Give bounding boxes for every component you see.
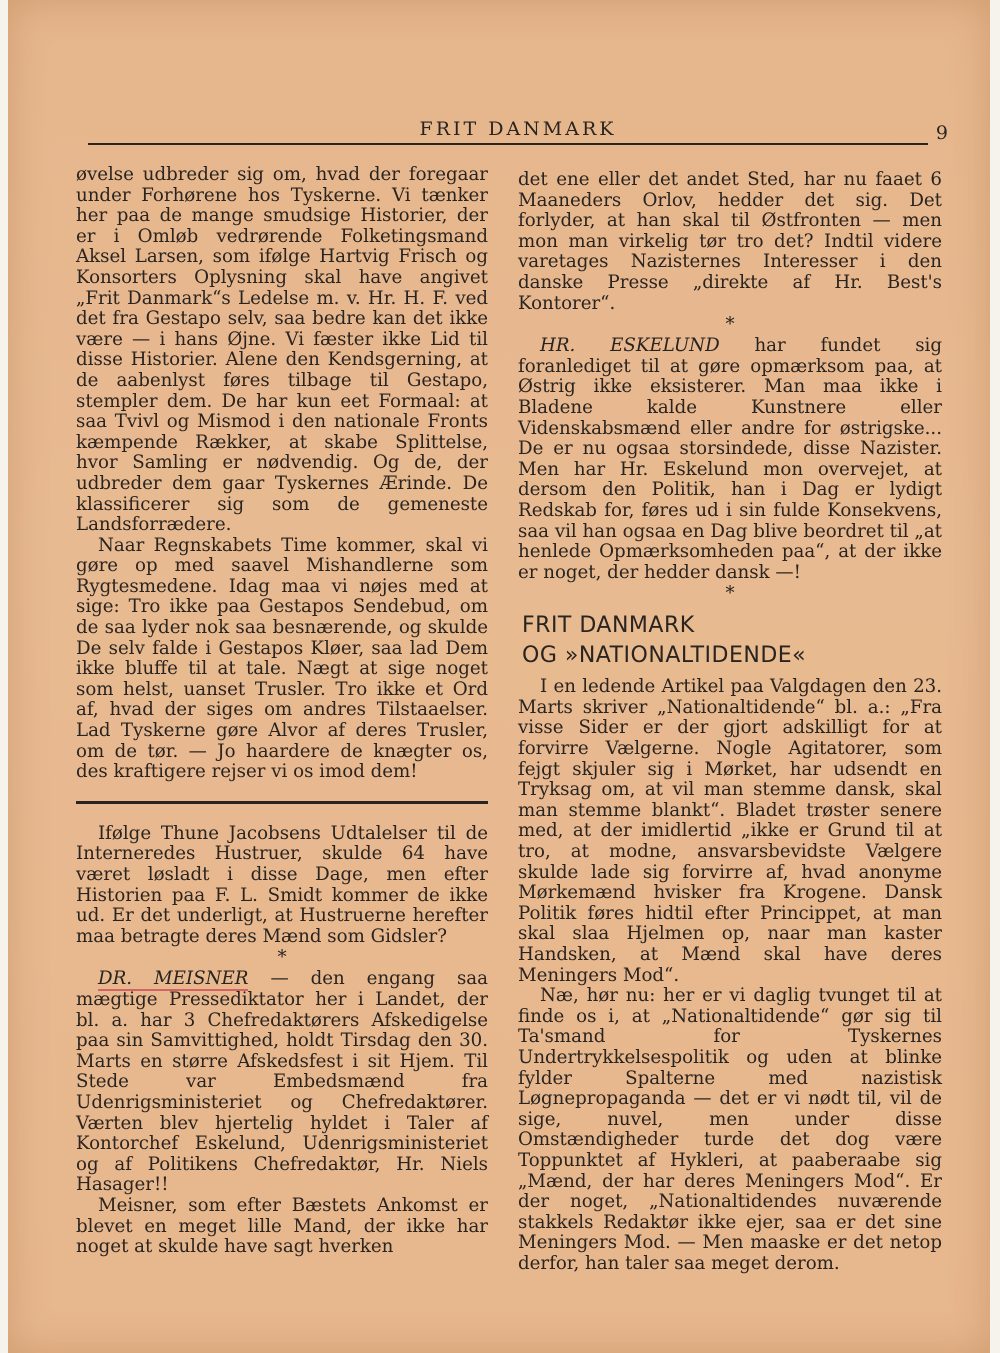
section-separator-star: *: [277, 947, 287, 969]
paragraph-internees-wives: Ifølge Thune Jacobsens Udtalelser til de Interneredes Hustruer, skulde 64 have været løsladt i disse Dage, men efter Historien paa F. L. Smidt kommer de ikke ud. Er det underligt, at Hustruerne herefter maa betragte deres Mænd som Gidsler?: [76, 822, 488, 947]
paragraph-gestapo-rumors: øvelse udbreder sig om, hvad der foregaar under Forhørene hos Tyskerne. Vi tænker her paa de mange smudsige Historier, der er i Omløb vedrørende Folketingsmand Aksel Larsen, som ifølge Hartvig Frisch og Konsorters Oplysning skal have angivet „Frit Danmark“s Ledelse m. v. Hr. H. F. ved det fra Gestapo selv, saa bedre kan det ikke være — i hans Øjne. Vi fæster ikke Lid til disse Historier. Alene den Kendsgerning, at de aabenlyst føres tilbage til Gestapo, stempler dem. De har kun eet Formaal: at saa Tvivl og Mismod i den nationale Fronts kæmpende Rækker, at skabe Splittelse, hvor Samling er nødvendig. Og de, der udbreder dem gaar Tyskernes Ærinde. De klassificerer sig som de gemeneste Landsforrædere.: [76, 164, 488, 536]
paragraph-response: Næ, hør nu: her er vi daglig tvunget til at finde os i, at „Nationaltidende“ gør sig til Ta'smand for Tyskernes Undertrykkelsespolitik og uden at blinke fylder Spalterne med nazistisk Løgnepropaganda — det er vi nødt til, vil de sige, nuvel, men under disse Omstændigheder turde det dog være Toppunktet af Hykleri, at paaberaabe sig „Mænd, der har deres Meningers Mod“. Er der noget, „Nationaltidendes nuværende stakkels Redaktør ikke ejer, saa er det sine Meningers Mod. — Men maaske er det netop derfor, han taler saa meget derom.: [518, 985, 942, 1274]
paragraph-day-of-reckoning: Naar Regnskabets Time kommer, skal vi gøre op med saavel Mishandlerne som Rygtesmedene. Idag maa vi nøjes med at sige: Tro ikke paa Gestapos Sendebud, om de saa lyder nok saa besnærende, og skulde De selv falde i Gestapos Kløer, saa lad Dem ikke bluffe til at tale. Nægt at sige noget som helst, uanset Trusler. Tro ikke et Ord af, hvad der siges om andres Tilstaaelser. Lad Tyskerne gøre Alvor af deres Trusler, om de tør. — Jo haardere de knægter os, des kraftigere rejser vi os imod dem!: [76, 534, 488, 783]
name-dr-meisner: DR. MEISNER: [98, 968, 249, 990]
publication-title: FRIT DANMARK: [419, 118, 617, 140]
heading-line-2: OG »NATIONALTIDENDE«: [522, 643, 807, 669]
section-separator-star: *: [725, 583, 735, 605]
page-number: 9: [935, 122, 948, 144]
section-divider: [76, 801, 488, 804]
paragraph-nationaltidende-quote: I en ledende Artikel paa Valgdagen den 23. Marts skriver „Nationaltidende“ bl. a.: „Fra visse Sider er der gjort adskilligt for at forvirre Vælgerne. Nogle Agitatorer, som fejgt skjuler sig i Mørket, har udsendt en Tryksag om, at vil man stemme dansk, skal man stemme blankt“. Bladet trøster senere med, at der imidlertid „ikke er Grund til at tro, at modne, ansvarsbevidste Vælgere skulde lade sig forvirre af, hvad anonyme Mørkemænd hvisker fra Krogene. Dansk Politik føres hidtil efter Princippet, at man skal slaa Hjelmen op, naar man kaster Handsken, at Mænd skal have deres Meningers Mod“.: [518, 676, 942, 986]
article-heading: [522, 611, 942, 671]
header-rule: [88, 143, 928, 145]
eskelund-text: har fundet sig foranlediget til at gøre opmærksom paa, at Østrig ikke eksisterer. Man maa ikke i Bladene kalde Kunstnere eller Videnskabsmænd eller andre for østrigske... De er nu ogsaa storsindede, disse Nazister. Men har Hr. Eskelund mon overvejet, at dersom den Politik, han i Dag er lydigt Redskab for, føres ud i sin fulde Konsekvens, saa vil han ogsaa en Dag blive beordret til „at henlede Opmærksomheden paa“, at der ikke er noget, der hedder dansk —!: [518, 335, 942, 583]
paragraph-orlov: det ene eller det andet Sted, har nu faaet 6 Maaneders Orlov, hedder det sig. Det forlyder, at han skal til Østfronten — men mon man virkelig tør tro det? Indtil videre varetages Nazisternes Interesser i den danske Presse „direkte af Hr. Best's Kontorer“.: [518, 169, 942, 314]
left-column: [76, 165, 488, 1258]
paragraph-meisner-continued: Meisner, som efter Bæstets Ankomst er blevet en meget lille Mand, der ikke har noget at skulde have sagt hverken: [76, 1194, 488, 1258]
right-column: [518, 170, 942, 1275]
paragraph-hr-eskelund: [518, 336, 942, 583]
newspaper-page: [8, 0, 990, 1353]
name-hr-eskelund: HR. ESKELUND: [540, 335, 720, 357]
section-separator-star: *: [725, 314, 735, 336]
page-header: [88, 118, 948, 148]
paragraph-dr-meisner: [76, 969, 488, 1196]
heading-line-1: FRIT DANMARK: [522, 613, 695, 639]
meisner-text: — den engang saa mægtige Pressediktator her i Landet, der bl. a. har 3 Chefredaktørers Afskedigelse paa sin Samvittighed, holdt Tirsdag den 30. Marts en større Afskedsfest i sit Hjem. Til Stede var Embedsmænd fra Udenrigsministeriet og Chefredaktører. Værten blev hjertelig hyldet i Taler af Kontorchef Eskelund, Udenrigsministeriet og af Politikens Chefredaktør, Hr. Niels Hasager!!: [76, 968, 488, 1196]
